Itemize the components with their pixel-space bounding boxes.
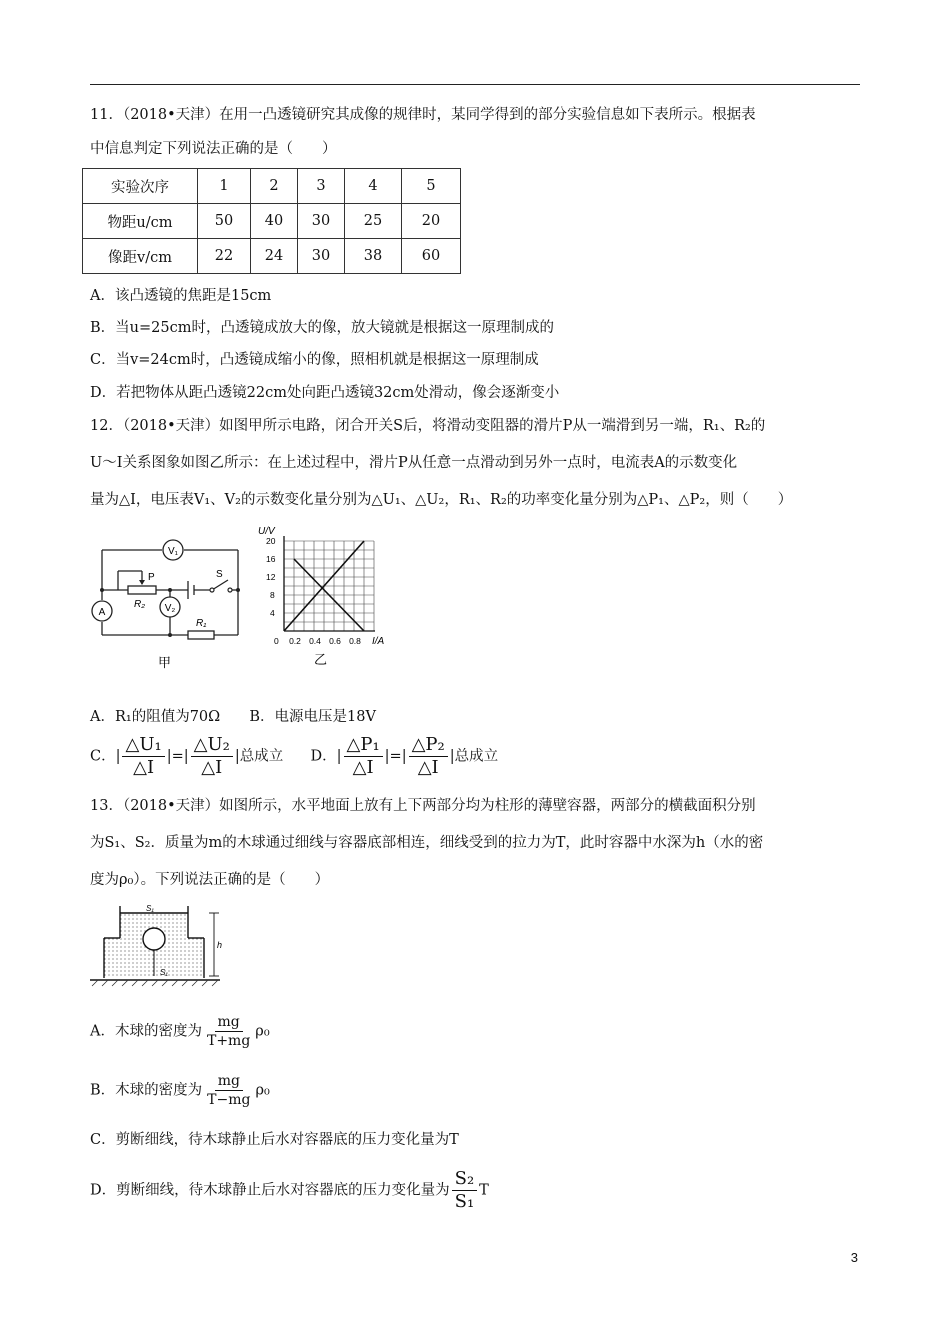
q12-stem-line3: 量为△I，电压表V₁、V₂的示数变化量分别为△U₁、△U₂，R₁、R₂的功率变化量分别为△P₁、△P₂，则（ ） <box>90 492 793 508</box>
table-header-cell: 实验次序 <box>83 169 198 204</box>
q12-option-c <box>90 734 498 779</box>
graph-caption: 乙 <box>314 652 328 667</box>
circuit-diagram <box>88 535 248 675</box>
q11-option-d: D．若把物体从距凸透镜22cm处向距凸透镜32cm处滑动，像会逐渐变小 <box>90 385 560 401</box>
wooden-ball <box>143 928 165 950</box>
q13-option-a-suffix: ρ₀ <box>255 1023 270 1040</box>
q13-option-d-prefix: D．剪断细线，待木球静止后水对容器底的压力变化量为 <box>90 1182 450 1199</box>
q13-stem-line2: 为S₁、S₂．质量为m的木球通过细线与容器底部相连，细线受到的拉力为T，此时容器中水深为h（水的密 <box>90 835 764 851</box>
q12-option-c-prefix: C．| <box>90 748 121 765</box>
fraction <box>344 734 383 779</box>
table-cell: 物距u/cm <box>83 204 198 239</box>
table-row <box>83 239 461 274</box>
table-cell: 20 <box>402 204 461 239</box>
table-cell: 25 <box>345 204 402 239</box>
q12-option-c-suffix: |总成立 <box>234 748 284 765</box>
slider-p-label: P <box>148 572 155 583</box>
table-cell: 40 <box>251 204 298 239</box>
q11-stem-line1: 11．（2018•天津）在用一凸透镜研究其成像的规律时，某同学得到的部分实验信息如下表所示。根据表 <box>90 107 756 123</box>
q12-option-b-text: B．电源电压是18V <box>249 709 376 725</box>
y-tick: 12 <box>266 572 276 582</box>
denominator: △I <box>417 757 439 778</box>
denominator: S₁ <box>454 1191 475 1212</box>
x-tick: 0.2 <box>289 636 301 646</box>
x-tick: 0.6 <box>329 636 341 646</box>
q12-stem-line1: 12．（2018•天津）如图甲所示电路，闭合开关S后，将滑动变阻器的滑片P从一端滑到另一端，R₁、R₂的 <box>90 418 766 434</box>
fraction <box>204 1072 253 1109</box>
q13-option-d-suffix: T <box>479 1182 489 1199</box>
denominator: T−mg <box>207 1092 251 1108</box>
denominator: △I <box>352 757 374 778</box>
table-row <box>83 204 461 239</box>
q13-option-c: C．剪断细线，待木球静止后水对容器底的压力变化量为T <box>90 1132 459 1148</box>
q11-option-b: B．当u=25cm时，凸透镜成放大的像，放大镜就是根据这一原理制成的 <box>90 320 554 336</box>
fraction <box>204 1013 253 1050</box>
equals: |=| <box>166 748 189 765</box>
h-label: h <box>217 940 223 950</box>
q13-option-b-suffix: ρ₀ <box>255 1082 270 1099</box>
q11-data-table <box>82 168 461 274</box>
table-header-cell: 5 <box>402 169 461 204</box>
table-header-cell: 3 <box>298 169 345 204</box>
table-header-cell: 2 <box>251 169 298 204</box>
ammeter-label: A <box>98 607 106 618</box>
y-tick: 20 <box>266 536 276 546</box>
table-cell: 30 <box>298 239 345 274</box>
q12-stem-line2: U～I关系图象如图乙所示：在上述过程中，滑片P从任意一点滑动到另外一点时，电流表A的示数变化 <box>90 455 738 471</box>
table-row <box>83 169 461 204</box>
table-cell: 24 <box>251 239 298 274</box>
fraction <box>191 734 233 779</box>
page-number: 3 <box>850 1250 858 1265</box>
header-rule <box>90 84 860 85</box>
q12-option-a <box>90 705 376 726</box>
numerator: mg <box>215 1072 243 1091</box>
numerator: mg <box>215 1013 243 1032</box>
r2-label: R₂ <box>134 599 146 610</box>
table-cell: 30 <box>298 204 345 239</box>
ui-graph <box>250 518 400 668</box>
y-tick: 4 <box>270 608 275 618</box>
table-cell: 50 <box>198 204 251 239</box>
denominator: T+mg <box>206 1033 251 1049</box>
fraction <box>409 734 448 779</box>
y-tick: 8 <box>270 590 275 600</box>
numerator: △U₁ <box>122 734 164 757</box>
v1-label: V₁ <box>167 546 179 557</box>
q13-option-b-prefix: B．木球的密度为 <box>90 1082 203 1099</box>
y-tick: 16 <box>266 554 276 564</box>
v2-label: V₂ <box>164 603 176 614</box>
table-cell: 22 <box>198 239 251 274</box>
r1-label: R₁ <box>196 618 207 629</box>
s2-label: S₁ <box>160 968 168 977</box>
q12-option-d-suffix: |总成立 <box>449 748 499 765</box>
table-header-cell: 4 <box>345 169 402 204</box>
origin-tick: 0 <box>274 636 279 646</box>
denominator: △I <box>201 757 223 778</box>
q13-option-d <box>90 1168 489 1213</box>
switch-s-label: S <box>216 569 223 580</box>
circuit-caption: 甲 <box>158 655 172 670</box>
q12-option-a-text: A．R₁的阻值为70Ω <box>90 709 221 725</box>
table-header-cell: 1 <box>198 169 251 204</box>
container-figure <box>88 898 228 993</box>
numerator: △U₂ <box>191 734 233 757</box>
numerator: △P₁ <box>344 734 383 757</box>
q13-stem-line1: 13．（2018•天津）如图所示，水平地面上放有上下两部分均为柱形的薄壁容器，两部分的横截面积分别 <box>90 798 756 814</box>
q13-stem-line3: 度为ρ₀）。下列说法正确的是（ ） <box>90 872 330 888</box>
equals: |=| <box>384 748 407 765</box>
fraction <box>452 1168 478 1213</box>
q13-option-a <box>90 1013 270 1050</box>
x-tick: 0.8 <box>349 636 361 646</box>
q12-option-d-prefix: D．| <box>310 748 342 765</box>
q11-option-a: A．该凸透镜的焦距是15cm <box>90 288 272 304</box>
s1-label: S₁ <box>146 904 154 913</box>
denominator: △I <box>133 757 155 778</box>
q13-option-a-prefix: A．木球的密度为 <box>90 1023 202 1040</box>
q13-option-b <box>90 1072 270 1109</box>
table-cell: 像距v/cm <box>83 239 198 274</box>
fraction <box>122 734 164 779</box>
numerator: △P₂ <box>409 734 448 757</box>
q11-stem-line2: 中信息判定下列说法正确的是（ ） <box>90 141 337 157</box>
numerator: S₂ <box>452 1168 478 1191</box>
table-cell: 60 <box>402 239 461 274</box>
x-axis-label: I/A <box>372 636 385 647</box>
table-cell: 38 <box>345 239 402 274</box>
q11-option-c: C．当v=24cm时，凸透镜成缩小的像，照相机就是根据这一原理制成 <box>90 352 539 368</box>
y-axis-label: U/V <box>258 526 275 537</box>
x-tick: 0.4 <box>309 636 321 646</box>
